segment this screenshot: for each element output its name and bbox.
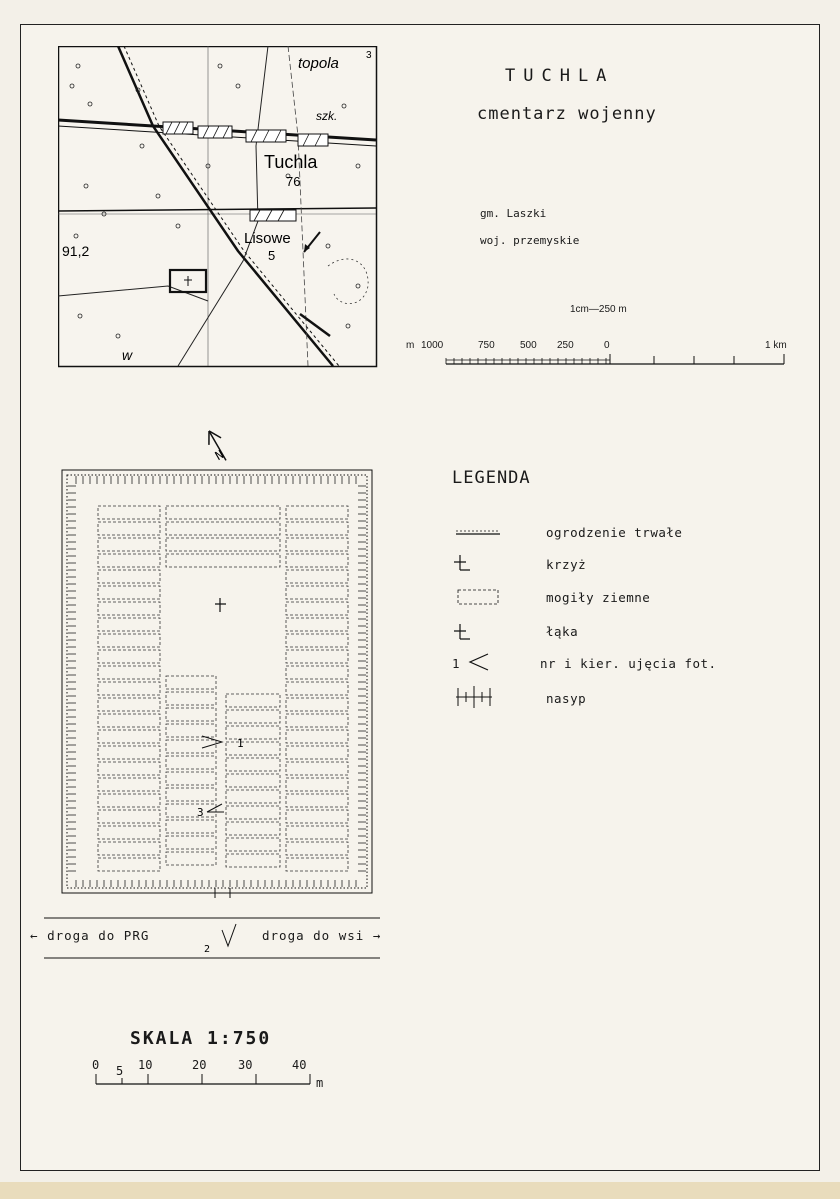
grave-row xyxy=(286,714,348,727)
grave-row xyxy=(98,810,160,823)
grave-row xyxy=(166,676,216,689)
cross-symbol-icon xyxy=(454,555,470,570)
photo-direction-icon xyxy=(207,804,224,812)
grave-row xyxy=(98,634,160,647)
grave-row xyxy=(286,554,348,567)
map-scale-unit: m xyxy=(406,340,415,351)
scale-tick-label: 40 xyxy=(292,1058,307,1072)
grave-row xyxy=(166,506,280,519)
scale-tick-label: 10 xyxy=(138,1058,153,1072)
photo-marker-1: 1 xyxy=(237,737,244,750)
map-frame xyxy=(59,47,377,367)
grave-row xyxy=(286,826,348,839)
scale-tick-label: 5 xyxy=(116,1064,124,1078)
grave-row xyxy=(166,788,216,801)
grave-row xyxy=(226,694,280,707)
scale-unit: m xyxy=(316,1076,324,1090)
grave-row xyxy=(166,522,280,535)
grave-row xyxy=(98,554,160,567)
topographic-map xyxy=(58,46,378,368)
grave-row xyxy=(286,778,348,791)
grave-row xyxy=(226,758,280,771)
map-scale-end-label: 1 km xyxy=(765,340,787,351)
graves-symbol-icon xyxy=(458,590,498,604)
map-label-school: szk. xyxy=(316,109,338,123)
grave-row xyxy=(226,806,280,819)
map-scale-tick-label: 750 xyxy=(478,340,495,351)
road-right-label: droga do wsi → xyxy=(262,928,382,943)
grave-row xyxy=(286,682,348,695)
grave-rows xyxy=(98,506,348,871)
grave-row xyxy=(98,602,160,615)
embankment-symbol-icon xyxy=(456,686,492,708)
scale-tick-label: 30 xyxy=(238,1058,253,1072)
grave-row xyxy=(286,506,348,519)
grave-row xyxy=(226,822,280,835)
photo-marker-2: 2 xyxy=(204,944,211,955)
document-title: TUCHLA xyxy=(505,66,615,86)
cross-icon xyxy=(215,598,226,612)
legend-label-fence: ogrodzenie trwałe xyxy=(546,525,683,540)
grave-row xyxy=(98,506,160,519)
grave-row xyxy=(98,794,160,807)
cemetery-plan xyxy=(40,420,420,965)
fence-outer xyxy=(62,470,372,893)
page-bottom-strip xyxy=(0,1182,840,1199)
north-label: N xyxy=(212,447,227,464)
grave-row xyxy=(286,730,348,743)
legend-symbols xyxy=(448,520,518,710)
grave-row xyxy=(98,746,160,759)
legend-label-photo: nr i kier. ujęcia fot. xyxy=(540,656,717,671)
grave-row xyxy=(98,858,160,871)
grave-row xyxy=(98,826,160,839)
map-label-tuchla: Tuchla xyxy=(264,152,318,172)
scale-bar xyxy=(92,1072,322,1088)
grave-row xyxy=(226,838,280,851)
photo-direction-icon xyxy=(222,924,236,946)
grave-row xyxy=(98,538,160,551)
grave-row xyxy=(98,698,160,711)
legend-label-cross: krzyż xyxy=(546,557,587,572)
grave-row xyxy=(286,858,348,871)
grave-row xyxy=(98,666,160,679)
scale-title: SKALA 1:750 xyxy=(130,1028,272,1049)
grave-row xyxy=(286,666,348,679)
grave-row xyxy=(98,730,160,743)
grave-row xyxy=(98,682,160,695)
legend-photo-prefix: 1 xyxy=(452,656,461,671)
grave-row xyxy=(286,698,348,711)
map-label-elevation: 91,2 xyxy=(62,243,90,259)
grave-row xyxy=(286,650,348,663)
scale-tick-label: 20 xyxy=(192,1058,207,1072)
grave-row xyxy=(166,820,216,833)
map-label-topola: topola xyxy=(298,55,339,72)
grave-row xyxy=(166,772,216,785)
legend-title: LEGENDA xyxy=(452,468,531,488)
meadow-symbol-icon xyxy=(454,624,470,639)
legend-label-embankment: nasyp xyxy=(546,691,587,706)
grave-row xyxy=(166,804,216,817)
grave-row xyxy=(226,726,280,739)
grave-row xyxy=(286,746,348,759)
grave-row xyxy=(166,554,280,567)
commune-label: gm. Laszki xyxy=(480,207,547,220)
grave-row xyxy=(166,836,216,849)
grave-row xyxy=(166,724,216,737)
road-right-text: droga do wsi xyxy=(262,928,365,943)
grave-row xyxy=(226,790,280,803)
grave-row xyxy=(98,570,160,583)
grave-row xyxy=(226,774,280,787)
grave-row xyxy=(226,854,280,867)
road-left-text: droga do PRG xyxy=(47,928,150,943)
map-label-lisowe-number: 5 xyxy=(268,248,276,263)
grave-row xyxy=(286,810,348,823)
grave-row xyxy=(286,538,348,551)
grave-row xyxy=(286,570,348,583)
map-scale-bar xyxy=(444,352,790,368)
grave-row xyxy=(98,650,160,663)
map-label-bottom: w xyxy=(122,347,133,363)
map-scale-tick-label: 1000 xyxy=(421,340,444,351)
grave-row xyxy=(98,842,160,855)
road-left-label: ← droga do PRG xyxy=(30,928,150,943)
map-label-tuchla-number: 76 xyxy=(286,174,301,189)
map-scale-ratio: 1cm—250 m xyxy=(570,304,627,315)
photo-marker-3: 3 xyxy=(197,806,204,819)
grave-row xyxy=(166,708,216,721)
photo-direction-icon xyxy=(202,736,222,748)
grave-row xyxy=(286,522,348,535)
grave-row xyxy=(98,714,160,727)
grave-row xyxy=(98,618,160,631)
grave-row xyxy=(286,634,348,647)
map-scale-tick-label: 250 xyxy=(557,340,574,351)
map-label-lisowe: Lisowe xyxy=(244,230,291,247)
grave-row xyxy=(286,586,348,599)
grave-row xyxy=(226,710,280,723)
grave-row xyxy=(98,586,160,599)
grave-row xyxy=(226,742,280,755)
grave-row xyxy=(286,794,348,807)
photo-symbol-icon xyxy=(470,654,488,670)
grave-row xyxy=(286,618,348,631)
legend-label-graves: mogiły ziemne xyxy=(546,590,651,605)
grave-row xyxy=(286,842,348,855)
map-scale-tick-label: 0 xyxy=(604,340,610,351)
voivodeship-label: woj. przemyskie xyxy=(480,234,580,247)
grave-row xyxy=(98,778,160,791)
grave-row xyxy=(166,852,216,865)
map-label-corner: 3 xyxy=(366,50,372,61)
grave-row xyxy=(286,602,348,615)
grave-row xyxy=(286,762,348,775)
grave-row xyxy=(166,538,280,551)
grave-row xyxy=(98,762,160,775)
legend-label-meadow: łąka xyxy=(546,624,579,639)
scale-tick-label: 0 xyxy=(92,1058,100,1072)
fence-symbol-icon xyxy=(456,531,500,534)
grave-row xyxy=(98,522,160,535)
map-scale-tick-label: 500 xyxy=(520,340,537,351)
document-subtitle: cmentarz wojenny xyxy=(477,104,657,124)
grave-row xyxy=(166,692,216,705)
grave-row xyxy=(166,756,216,769)
